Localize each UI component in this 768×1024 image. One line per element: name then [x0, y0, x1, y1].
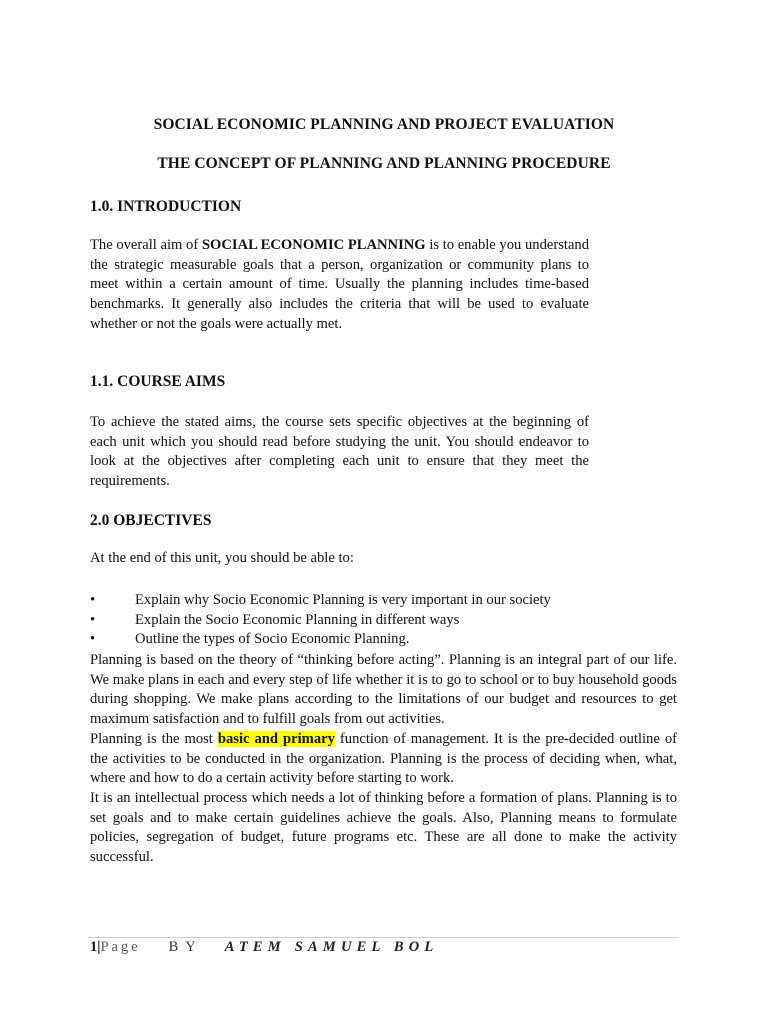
list-item [90, 611, 650, 631]
body-paragraph-1: Planning is based on the theory of “thinking before acting”. Planning is an integral part of our life. We make plans in each and every step of life whether it is to go to school or to buy household goods during shopping. We make plans according to the limitations of our budget and resources to get maximum satisfaction and to fulfill goals from out activities. [90, 652, 677, 727]
footer-separator: | [97, 939, 101, 955]
page-label: Page [100, 939, 141, 955]
page-number: 1 [90, 939, 98, 955]
document-title: SOCIAL ECONOMIC PLANNING AND PROJECT EVALUATION [153, 116, 615, 133]
list-item [90, 591, 650, 611]
section-heading-course-aims: 1.1. COURSE AIMS [90, 373, 226, 390]
list-item-text: Outline the types of Socio Economic Planning. [135, 631, 410, 648]
bullet-icon: • [90, 631, 96, 648]
footer-author: ATEM SAMUEL BOL [224, 939, 439, 955]
introduction-paragraph [90, 236, 589, 335]
intro-text-before: The overall aim of [90, 237, 202, 253]
body-paragraph-2 [90, 730, 677, 789]
footer-by: BY [168, 939, 203, 955]
para2-text-before: Planning is the most [90, 731, 218, 747]
objectives-list [90, 591, 650, 650]
list-item-text: Explain the Socio Economic Planning in different ways [135, 611, 460, 628]
intro-bold-phrase: SOCIAL ECONOMIC PLANNING [201, 237, 426, 253]
objectives-lead: At the end of this unit, you should be able to: [90, 550, 354, 566]
list-item-text: Explain why Socio Economic Planning is very important in our society [135, 592, 551, 608]
body-paragraph-3: It is an intellectual process which needs a lot of thinking before a formation of plans. Planning is to set goals and to make certain guidelines achieve the goals. Also, Planning means to formulate policies, segregation of budget, future programs etc. These are all done to make the activity successful. [90, 790, 677, 865]
course-aims-paragraph: To achieve the stated aims, the course sets specific objectives at the beginning of each unit which you should read before studying the unit. You should endeavor to look at the objectives after completing each unit to ensure that they meet the requirements. [90, 414, 589, 490]
section-heading-introduction: 1.0. INTRODUCTION [90, 198, 242, 215]
section-heading-objectives: 2.0 OBJECTIVES [90, 512, 212, 529]
bullet-icon: • [90, 592, 96, 608]
intro-text-after: is to enable you understand the strategic measurable goals that a person, organization or community plans to meet within a certain amount of time. Usually the planning includes time-based benchmarks. It generally also includes the criteria that will be used to evaluate whether or not the goals were actually met. [90, 237, 590, 332]
list-item [90, 630, 650, 650]
highlighted-phrase: basic and primary [217, 731, 335, 747]
page-footer [90, 939, 438, 956]
bullet-icon: • [90, 611, 96, 628]
para2-text-after: function of management. It is the pre-decided outline of the activities to be conducted in the organization. Planning is the process of deciding when, what, where and how to do a certain activity before starting to work. [90, 731, 677, 786]
footer-divider [88, 937, 678, 938]
document-subtitle: THE CONCEPT OF PLANNING AND PLANNING PROCEDURE [157, 155, 611, 172]
